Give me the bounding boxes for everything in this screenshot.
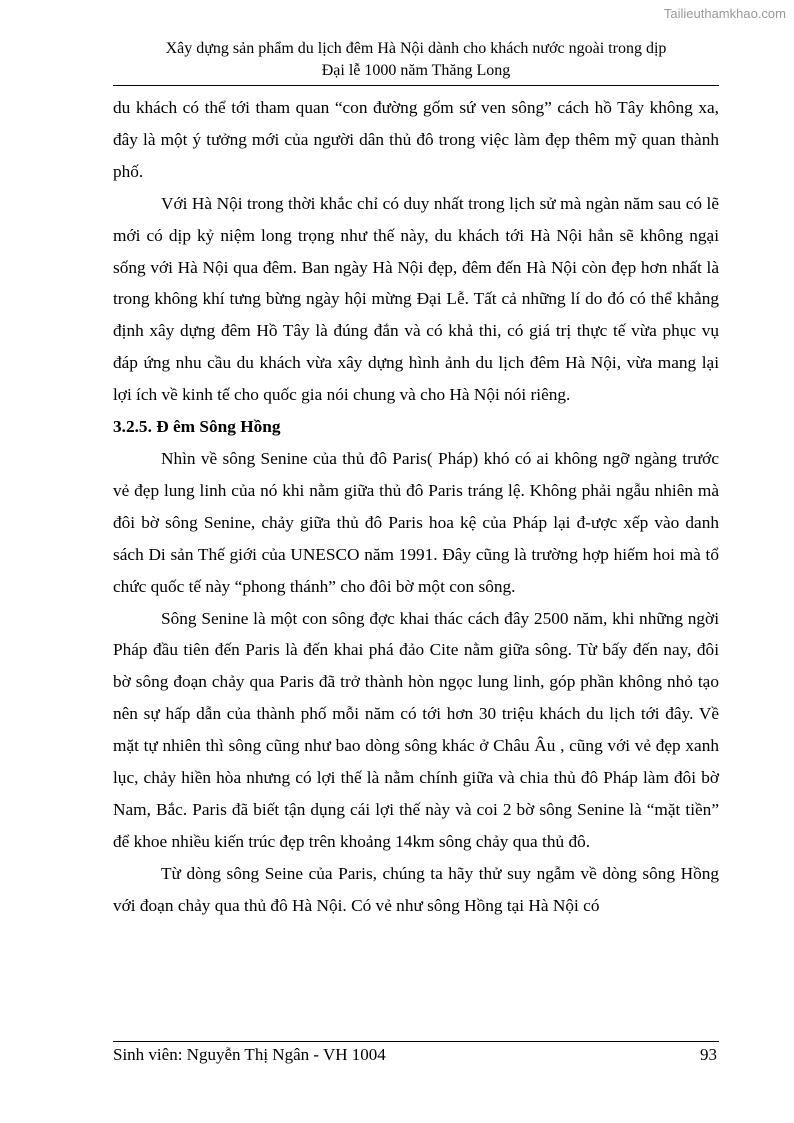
watermark: Tailieuthamkhao.com — [663, 6, 786, 21]
paragraph-5: Từ dòng sông Seine của Paris, chúng ta hãy thử suy ngẫm về dòng sông Hồng với đoạn chảy qua thủ đô Hà Nội. Có vẻ như sông Hồng tại Hà Nội có — [113, 863, 719, 915]
page-body — [113, 92, 719, 922]
page-header — [113, 38, 719, 82]
paragraph-1: du khách có thể tới tham quan “con đường gốm sứ ven sông” cách hồ Tây không xa, đây là một ý tưởng mới của người dân thủ đô trong việc làm đẹp thêm mỹ quan thành phố. — [113, 98, 719, 181]
footer-student: Sinh viên: Nguyễn Thị Ngân - VH 1004 — [113, 1045, 386, 1064]
paragraph-3: Nhìn về sông Senine của thủ đô Paris( Pháp) khó có ai không ngỡ ngàng trước vẻ đẹp lung linh của nó khi nằm giữa thủ đô Paris tráng lệ. Không phải ngẫu nhiên mà đôi bờ sông Senine, chảy giữa thủ đô Paris hoa kệ của Pháp lại đ-ược xếp vào danh sách Di sản Thế giới của UNESCO năm 1991. Đây cũng là trường hợp hiếm hoi mà tổ chức quốc tế này “phong thánh” cho đôi bờ một con sông. — [113, 448, 719, 596]
page-number: 93 — [700, 1045, 717, 1064]
header-title-line-2: Đại lễ 1000 năm Thăng Long — [321, 62, 511, 79]
section-heading: 3.2.5. Đ êm Sông Hồng — [113, 417, 281, 437]
footer-divider — [113, 1041, 719, 1042]
paragraph-2: Với Hà Nội trong thời khắc chỉ có duy nhất trong lịch sử mà ngàn năm sau có lẽ mới có dịp kỷ niệm long trọng như thế này, du khách tới Hà Nội hẳn sẽ không ngại sống với Hà Nội qua đêm. Ban ngày Hà Nội đẹp, đêm đến Hà Nội còn đẹp hơn nhất là trong không khí tưng bừng ngày hội mừng Đại Lễ. Tất cả những lí do đó có thể khẳng định xây dựng đêm Hồ Tây là đúng đắn và có khả thi, có giá trị thực tế vừa phục vụ đáp ứng nhu cầu du khách vừa xây dựng hình ảnh du lịch đêm Hà Nội, vừa mang lại lợi ích về kinh tế cho quốc gia nói chung và cho Hà Nội nói riêng. — [113, 193, 719, 405]
header-title-line-1: Xây dựng sản phẩm du lịch đêm Hà Nội dành cho khách nước ngoài trong dịp — [165, 40, 667, 57]
header-divider — [113, 85, 719, 86]
paragraph-4: Sông Senine là một con sông đợc khai thác cách đây 2500 năm, khi những ngời Pháp đầu tiên đến Paris là đến khai phá đảo Cite nằm giữa sông. Từ bấy đến nay, đôi bờ sông đoạn chảy qua Paris đã trở thành hòn ngọc lung linh, góp phần không nhỏ tạo nên sự hấp dẫn của thành phố mỗi năm có tới hơn 30 triệu khách du lịch tới đây. Về mặt tự nhiên thì sông cũng như bao dòng sông khác ở Châu Âu , cũng với vẻ đẹp xanh lục, chảy hiền hòa nhưng có lợi thế là nằm chính giữa và chia thủ đô Pháp làm đôi bờ Nam, Bắc. Paris đã biết tận dụng cái lợi thế này và coi 2 bờ sông Senine là “mặt tiền” để khoe nhiều kiến trúc đẹp trên khoảng 14km sông chảy qua thủ đô. — [113, 608, 719, 851]
